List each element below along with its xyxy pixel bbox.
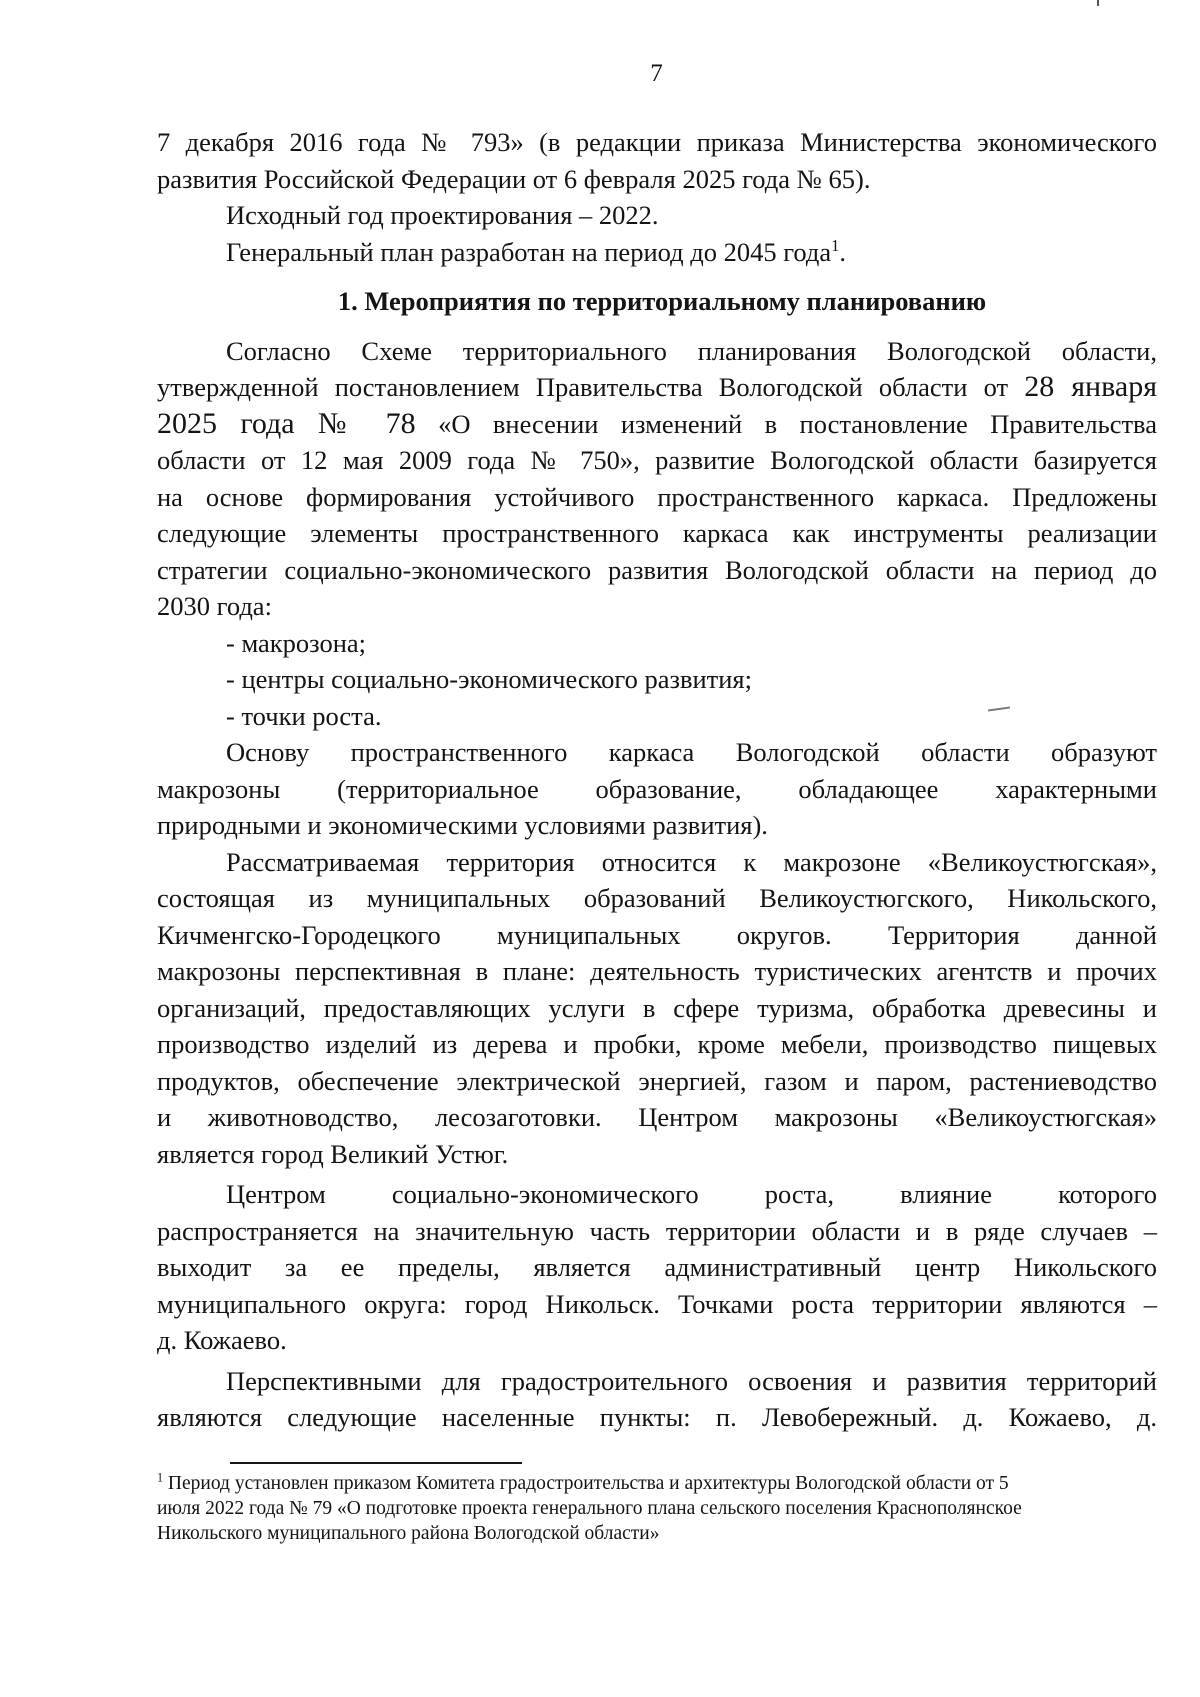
text-line: [157, 369, 1157, 406]
footnote-line: июля 2022 года № 79 «О подготовке проекта генерального плана сельского поселения Краснополянское: [157, 1498, 1022, 1519]
footnote-text: Период установлен приказом Комитета градостроительства и архитектуры Вологодской области от 5: [163, 1473, 1009, 1494]
text-line: и животноводство, лесозаготовки. Центром макрозоны «Великоустюгская»: [157, 1102, 1157, 1132]
text-line: Кичменгско-Городецкого муниципальных округов. Территория данной: [157, 919, 1157, 950]
text-line: области от 12 мая 2009 года № 750», развитие Вологодской области базируется: [157, 445, 1157, 475]
paragraph-macrozones: [157, 734, 1157, 844]
text-line: макрозоны (территориальное образование, обладающее характерными: [157, 773, 1157, 804]
text-line: природными и экономическими условиями развития).: [157, 810, 768, 840]
page-number: 7: [650, 60, 663, 87]
text-line: Согласно Схеме территориального планирования Вологодской области,: [226, 335, 1157, 366]
text-line: д. Кожаево.: [157, 1325, 287, 1355]
footnote-marker: 1: [157, 1470, 164, 1485]
text-line: развития Российской Федерации от 6 февраля 2025 года № 65).: [157, 163, 871, 194]
text-fragment: 2025 года № 78: [157, 406, 416, 440]
text-line: выходит за ее пределы, является административный центр Никольского: [157, 1252, 1157, 1282]
footnote-separator: [230, 1462, 522, 1464]
text-line: следующие элементы пространственного каркаса как инструменты реализации: [157, 518, 1157, 548]
paragraph-spatial-framework: [157, 333, 1157, 625]
text-line: производство изделий из дерева и пробки, кроме мебели, производство пищевых: [157, 1029, 1157, 1059]
text-line: муниципального округа: город Никольск. Точками роста территории являются –: [157, 1288, 1157, 1319]
plan-period-line: [157, 234, 1157, 271]
text-line: макрозоны перспективная в плане: деятельность туристических агентств и прочих: [157, 956, 1157, 986]
text-line: [157, 406, 1157, 443]
text-line: 2030 года:: [157, 591, 272, 621]
footnote: [157, 1471, 1147, 1546]
text-line: на основе формирования устойчивого пространственного каркаса. Предложены: [157, 481, 1157, 512]
text-fragment: «О внесении изменений в постановление Правительства: [415, 408, 1157, 439]
footnote-line: [157, 1471, 1147, 1496]
list-item: - макрозона;: [226, 627, 367, 658]
text-line: Рассматриваемая территория относится к макрозоне «Великоустюгская»,: [226, 846, 1157, 877]
text-fragment: утвержденной постановлением Правительства Вологодской области от: [157, 372, 1025, 402]
scan-mark: [1097, 0, 1099, 6]
paragraph-growth-center: [157, 1176, 1157, 1359]
base-year-line: Исходный год проектирования – 2022.: [226, 200, 659, 230]
paragraph-territory: [157, 844, 1157, 1173]
text-line: 7 декабря 2016 года № 793» (в редакции приказа Министерства экономического: [157, 127, 1157, 157]
list-item: - центры социально-экономического развития;: [226, 664, 752, 694]
text-line: организаций, предоставляющих услуги в сфере туризма, обработка древесины и: [157, 992, 1157, 1023]
text-fragment: 28 января: [1024, 370, 1157, 403]
document-body: [157, 124, 1157, 1436]
text-line: стратегии социально-экономического развития Вологодской области на период до: [157, 554, 1157, 585]
framework-elements-list: [157, 625, 1157, 735]
list-item: - точки роста.: [226, 700, 382, 731]
footnote-reference: 1: [831, 235, 840, 255]
text-line: являются следующие населенные пункты: п. Левобережный. д. Кожаево, д.: [157, 1402, 1157, 1432]
footnote-line: Никольского муниципального района Вологодской области»: [157, 1523, 660, 1544]
text-line: Перспективными для градостроительного освоения и развития территорий: [226, 1365, 1157, 1396]
section-heading: 1. Мероприятия по территориальному планированию: [337, 286, 987, 316]
plan-period-end: .: [839, 236, 846, 267]
text-line: продуктов, обеспечение электрической энергией, газом и паром, растениеводство: [157, 1065, 1157, 1096]
text-line: распространяется на значительную часть территории области и в ряде случаев –: [157, 1215, 1157, 1246]
text-line: состоящая из муниципальных образований Великоустюгского, Никольского,: [157, 883, 1157, 913]
text-line: является город Великий Устюг.: [157, 1138, 509, 1169]
paragraph-settlements: [157, 1363, 1157, 1436]
text-line: Центром социально-экономического роста, влияние которого: [226, 1179, 1157, 1209]
text-line: Основу пространственного каркаса Вологодской области образуют: [226, 737, 1157, 767]
intro-paragraph: [157, 124, 1157, 197]
plan-period-text: Генеральный план разработан на период до 2045 года: [226, 236, 832, 267]
